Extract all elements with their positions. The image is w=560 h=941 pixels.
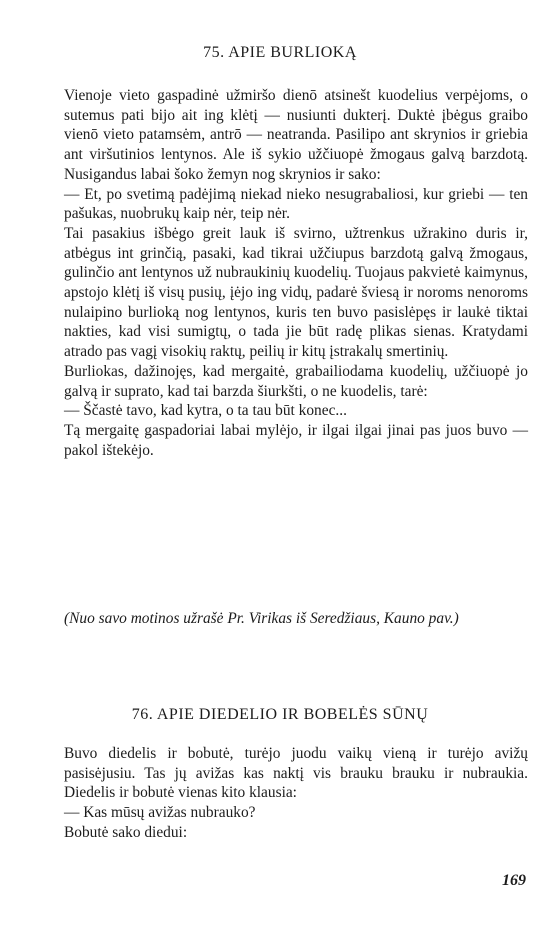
story-76-title: 76. APIE DIEDELIO IR BOBELĖS SŪNŲ: [131, 706, 429, 723]
story-75-paragraph-4: Burliokas, dažinojęs, kad mergaitė, grabailiodama kuodelių, užčiuopė jo galvą ir suprato, kad tai barzda šiurkšti, o ne kuodelis, tarė:: [64, 362, 528, 400]
story-76-paragraph-1: Buvo diedelis ir bobutė, turėjo juodu vaikų vieną ir turėjo avižų pasisėjusiu. Tas jų avižas kas naktį vis brauku brauku ir nubraukia. Diedelis ir bobutė vienas kito klausia:: [64, 745, 528, 802]
story-75-paragraph-6: Tą mergaitę gaspadoriai labai mylėjo, ir ilgai ilgai jinai pas juos buvo — pakol ištekėjo.: [64, 421, 528, 459]
page-number: 169: [502, 872, 526, 889]
story-75-source-note: (Nuo savo motinos užrašė Pr. Virikas iš Seredžiaus, Kauno pav.): [64, 610, 459, 627]
story-75-paragraph-2: — Et, po svetimą padėjimą niekad nieko nesugrabaliosi, kur griebi — ten pašukas, nuobrukų kaip nėr, teip nėr.: [64, 185, 528, 223]
story-75-paragraph-5: — Ščastė tavo, kad kytra, o ta tau būt konec...: [64, 402, 347, 420]
story-76-body: [64, 744, 528, 843]
story-75-body: [64, 86, 528, 460]
story-75-paragraph-3: Tai pasakius išbėgo greit lauk iš svirno, užtrenkus užrakino duris ir, atbėgus int grinčią, pasaki, kad tikrai užčiupus barzdotą galvą žmogaus, gulinčio ant lentynos už nubraukinių kuodelių. Tuojaus pakvietė kaimynus, apstojo klėtį iš visų pusių, įėjo ing vidų, padarė šviesą ir noroms nenoroms nulaipino burlioką nog lentynos, kuris ten buvo pasislėpęs ir laukė tiktai nakties, kad visi sumigtų, o tada jie būt radę plikas sienas. Kratydami atrado pas vagį visokių raktų, peilių ir kitų įstrakalų smertinių.: [64, 224, 528, 361]
story-76-paragraph-2: — Kas mūsų avižas nubrauko?: [64, 804, 256, 822]
story-75-paragraph-1: Vienoje vieto gaspadinė užmiršo dienō atsinešt kuodelius verpėjoms, o sutemus pati bijo ait ing klėtį — nusiunti dukterį. Duktė įbėgus graibo vienō vieto patamsėm, antrō — neatranda. Pasilipo ant skrynios ir griebia ant viršutinios lentynos. Ale iš sykio užčiuopė žmogaus galvą barzdotą. Nusigandus labai šoko žemyn nog skrynios ir sako:: [64, 87, 528, 183]
story-76-paragraph-3: Bobutė sako diedui:: [64, 823, 188, 841]
story-75-title: 75. APIE BURLIOKĄ: [203, 44, 357, 61]
